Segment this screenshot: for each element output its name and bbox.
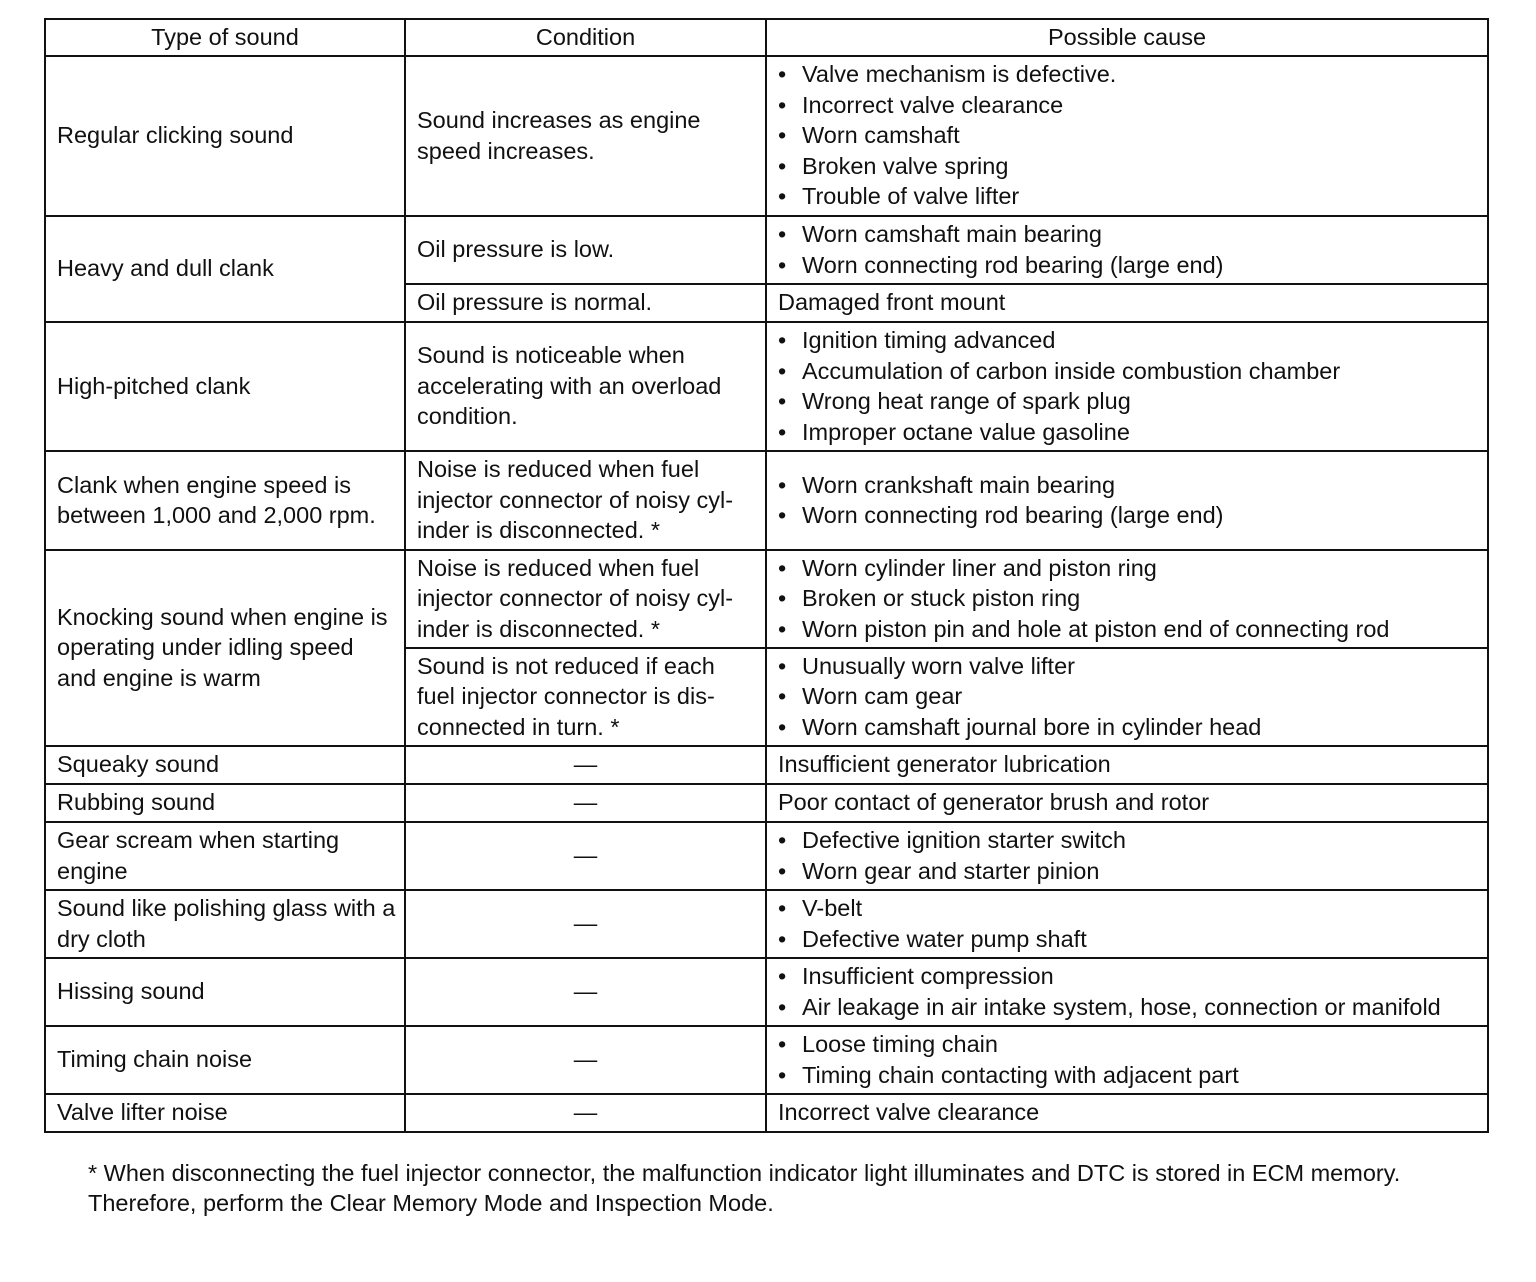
cell-type-of-sound: Heavy and dull clank bbox=[45, 216, 405, 322]
cause-text: Worn connecting rod bearing (large end) bbox=[802, 251, 1224, 278]
table-row bbox=[45, 216, 1488, 284]
list-item bbox=[778, 417, 1479, 448]
table-row bbox=[45, 822, 1488, 890]
bullet-icon: • bbox=[778, 1061, 787, 1088]
cause-text: Worn cylinder liner and piston ring bbox=[802, 554, 1157, 581]
bullet-icon: • bbox=[778, 388, 787, 415]
table-body bbox=[45, 56, 1488, 1132]
cell-type-of-sound: Knocking sound when engine is operating under idling speed and engine is warm bbox=[45, 550, 405, 746]
list-item bbox=[778, 961, 1479, 992]
bullet-icon: • bbox=[778, 615, 787, 642]
bullet-icon: • bbox=[778, 471, 787, 498]
list-item bbox=[778, 325, 1479, 356]
bullet-icon: • bbox=[778, 61, 787, 88]
cell-condition: Sound is noticeable when accelerating with an overload condition. bbox=[405, 322, 766, 451]
bullet-icon: • bbox=[778, 91, 787, 118]
header-row bbox=[45, 19, 1488, 56]
bullet-icon: • bbox=[778, 326, 787, 353]
cause-text: Air leakage in air intake system, hose, connection or manifold bbox=[802, 993, 1441, 1020]
bullet-icon: • bbox=[778, 713, 787, 740]
cause-text: Ignition timing advanced bbox=[802, 326, 1056, 353]
table-row bbox=[45, 322, 1488, 451]
cell-possible-cause bbox=[766, 322, 1488, 451]
list-item bbox=[778, 651, 1479, 682]
bullet-icon: • bbox=[778, 251, 787, 278]
cause-text: Worn camshaft main bearing bbox=[802, 221, 1102, 247]
cause-text: Valve mechanism is defective. bbox=[802, 61, 1117, 88]
table-row bbox=[45, 746, 1488, 784]
cause-list bbox=[778, 553, 1479, 645]
list-item bbox=[778, 1060, 1479, 1091]
cell-possible-cause bbox=[766, 56, 1488, 216]
cause-text: Defective water pump shaft bbox=[802, 925, 1087, 952]
bullet-icon: • bbox=[778, 963, 787, 989]
cause-text: Worn crankshaft main bearing bbox=[802, 471, 1116, 498]
list-item bbox=[778, 181, 1479, 212]
cause-text: Insufficient compression bbox=[802, 963, 1054, 989]
header-condition: Condition bbox=[405, 19, 766, 56]
list-item bbox=[778, 356, 1479, 387]
cause-text: Broken or stuck piston ring bbox=[802, 585, 1081, 612]
cell-condition: — bbox=[405, 784, 766, 822]
table-row bbox=[45, 890, 1488, 958]
list-item bbox=[778, 712, 1479, 743]
list-item bbox=[778, 583, 1479, 614]
cell-condition: Sound is not reduced if each fuel injector connector is dis-connected in turn. * bbox=[405, 648, 766, 746]
list-item bbox=[778, 825, 1479, 856]
cell-possible-cause bbox=[766, 648, 1488, 746]
cause-text: Timing chain contacting with adjacent part bbox=[802, 1061, 1239, 1088]
cell-type-of-sound: Valve lifter noise bbox=[45, 1094, 405, 1132]
cell-possible-cause bbox=[766, 958, 1488, 1026]
footnote-line-2: Therefore, perform the Clear Memory Mode and Inspection Mode. bbox=[88, 1190, 774, 1216]
cell-possible-cause: Poor contact of generator brush and rotor bbox=[766, 784, 1488, 822]
table-row bbox=[45, 1026, 1488, 1094]
cause-list bbox=[778, 825, 1479, 886]
cause-text: Worn cam gear bbox=[802, 683, 963, 710]
bullet-icon: • bbox=[778, 357, 787, 384]
cause-text: Worn piston pin and hole at piston end of connecting rod bbox=[802, 615, 1390, 642]
bullet-icon: • bbox=[778, 1031, 787, 1057]
bullet-icon: • bbox=[778, 122, 787, 149]
table-row bbox=[45, 784, 1488, 822]
cell-type-of-sound: Hissing sound bbox=[45, 958, 405, 1026]
bullet-icon: • bbox=[778, 221, 787, 247]
list-item bbox=[778, 553, 1479, 584]
bullet-icon: • bbox=[778, 152, 787, 179]
list-item bbox=[778, 1029, 1479, 1060]
header-type-of-sound: Type of sound bbox=[45, 19, 405, 56]
list-item bbox=[778, 470, 1479, 501]
cause-list bbox=[778, 893, 1479, 954]
engine-noise-troubleshooting-table bbox=[44, 18, 1489, 1133]
bullet-icon: • bbox=[778, 554, 787, 581]
cell-type-of-sound: Gear scream when starting engine bbox=[45, 822, 405, 890]
cell-condition: Noise is reduced when fuel injector connector of noisy cyl-inder is disconnected. * bbox=[405, 451, 766, 550]
table-row bbox=[45, 1094, 1488, 1132]
cell-type-of-sound: Regular clicking sound bbox=[45, 56, 405, 216]
cell-condition: — bbox=[405, 1026, 766, 1094]
cause-list bbox=[778, 219, 1479, 280]
list-item bbox=[778, 856, 1479, 887]
list-item bbox=[778, 120, 1479, 151]
list-item bbox=[778, 59, 1479, 90]
cause-text: Wrong heat range of spark plug bbox=[802, 388, 1131, 415]
cell-condition: — bbox=[405, 1094, 766, 1132]
cause-text: Worn connecting rod bearing (large end) bbox=[802, 502, 1224, 529]
cell-type-of-sound: Sound like polishing glass with a dry cloth bbox=[45, 890, 405, 958]
cause-text: Broken valve spring bbox=[802, 152, 1009, 179]
list-item bbox=[778, 386, 1479, 417]
table-row bbox=[45, 958, 1488, 1026]
cell-condition: — bbox=[405, 890, 766, 958]
bullet-icon: • bbox=[778, 418, 787, 445]
table-row bbox=[45, 550, 1488, 648]
cell-possible-cause bbox=[766, 451, 1488, 550]
cell-type-of-sound: High-pitched clank bbox=[45, 322, 405, 451]
cause-text: Defective ignition starter switch bbox=[802, 827, 1126, 853]
bullet-icon: • bbox=[778, 857, 787, 884]
cell-type-of-sound: Timing chain noise bbox=[45, 1026, 405, 1094]
cell-condition: Noise is reduced when fuel injector connector of noisy cyl-inder is disconnected. * bbox=[405, 550, 766, 648]
list-item bbox=[778, 924, 1479, 955]
table-row bbox=[45, 56, 1488, 216]
table-row bbox=[45, 451, 1488, 550]
footnote-line-1: * When disconnecting the fuel injector connector, the malfunction indicator light illuminates and DTC is stored in ECM memory. bbox=[88, 1160, 1401, 1186]
footnote bbox=[88, 1158, 1508, 1218]
cause-text: Unusually worn valve lifter bbox=[802, 652, 1075, 679]
bullet-icon: • bbox=[778, 183, 787, 210]
bullet-icon: • bbox=[778, 585, 787, 612]
cell-condition: — bbox=[405, 746, 766, 784]
cause-text: Worn camshaft bbox=[802, 122, 960, 149]
list-item bbox=[778, 614, 1479, 645]
cell-possible-cause: Incorrect valve clearance bbox=[766, 1094, 1488, 1132]
cause-list bbox=[778, 59, 1479, 212]
bullet-icon: • bbox=[778, 925, 787, 952]
cell-type-of-sound: Squeaky sound bbox=[45, 746, 405, 784]
bullet-icon: • bbox=[778, 652, 787, 679]
cell-possible-cause bbox=[766, 890, 1488, 958]
cause-list bbox=[778, 470, 1479, 531]
cell-condition: Oil pressure is low. bbox=[405, 216, 766, 284]
list-item bbox=[778, 219, 1479, 250]
list-item bbox=[778, 90, 1479, 121]
cause-list bbox=[778, 651, 1479, 743]
bullet-icon: • bbox=[778, 827, 787, 853]
cell-possible-cause bbox=[766, 550, 1488, 648]
bullet-icon: • bbox=[778, 502, 787, 529]
list-item bbox=[778, 151, 1479, 182]
cause-list bbox=[778, 325, 1479, 447]
cell-condition: Sound increases as engine speed increases. bbox=[405, 56, 766, 216]
cause-text: Worn camshaft journal bore in cylinder head bbox=[802, 713, 1262, 740]
cause-text: Trouble of valve lifter bbox=[802, 183, 1020, 210]
cell-possible-cause bbox=[766, 1026, 1488, 1094]
cause-text: Incorrect valve clearance bbox=[802, 91, 1064, 118]
cell-type-of-sound: Clank when engine speed is between 1,000 and 2,000 rpm. bbox=[45, 451, 405, 550]
cell-condition: Oil pressure is normal. bbox=[405, 284, 766, 322]
list-item bbox=[778, 893, 1479, 924]
cause-list bbox=[778, 961, 1479, 1022]
list-item bbox=[778, 992, 1479, 1023]
cell-condition: — bbox=[405, 822, 766, 890]
cell-possible-cause bbox=[766, 822, 1488, 890]
bullet-icon: • bbox=[778, 993, 787, 1020]
cause-text: Accumulation of carbon inside combustion chamber bbox=[802, 357, 1341, 384]
list-item bbox=[778, 681, 1479, 712]
cause-text: Worn gear and starter pinion bbox=[802, 857, 1100, 884]
header-possible-cause: Possible cause bbox=[766, 19, 1488, 56]
cause-text: V-belt bbox=[802, 895, 863, 921]
cell-possible-cause bbox=[766, 216, 1488, 284]
cell-condition: — bbox=[405, 958, 766, 1026]
list-item bbox=[778, 250, 1479, 281]
cause-text: Loose timing chain bbox=[802, 1031, 998, 1057]
bullet-icon: • bbox=[778, 683, 787, 710]
cell-possible-cause: Insufficient generator lubrication bbox=[766, 746, 1488, 784]
cell-possible-cause: Damaged front mount bbox=[766, 284, 1488, 322]
bullet-icon: • bbox=[778, 895, 787, 921]
list-item bbox=[778, 500, 1479, 531]
cause-list bbox=[778, 1029, 1479, 1090]
cell-type-of-sound: Rubbing sound bbox=[45, 784, 405, 822]
cause-text: Improper octane value gasoline bbox=[802, 418, 1130, 445]
